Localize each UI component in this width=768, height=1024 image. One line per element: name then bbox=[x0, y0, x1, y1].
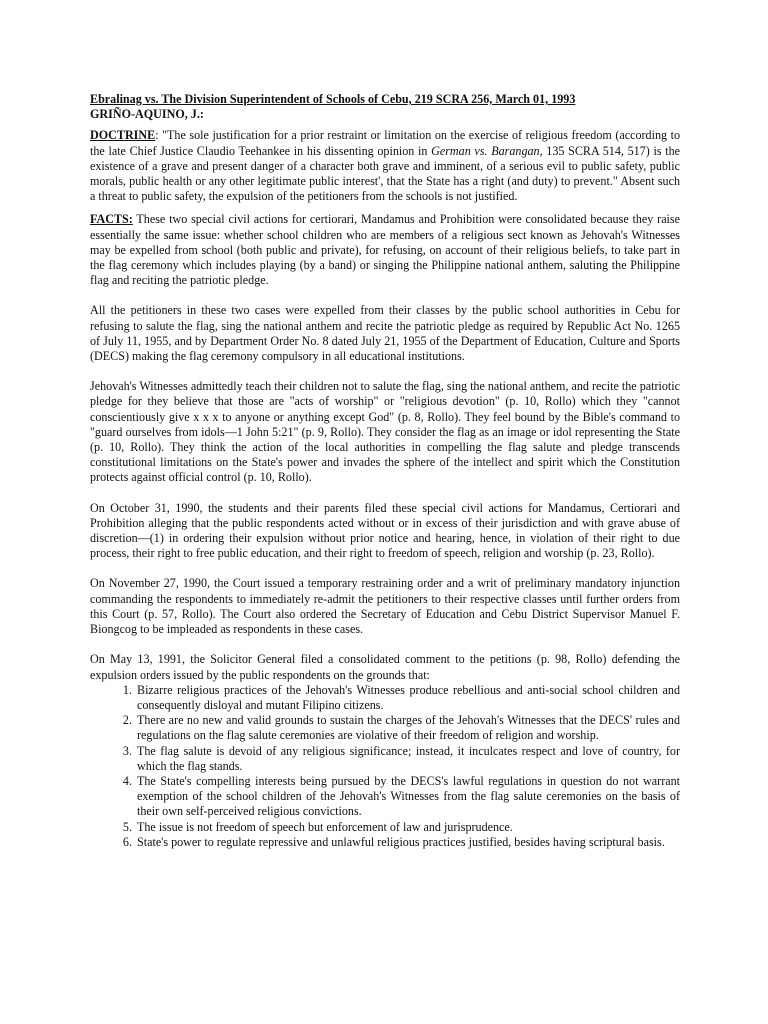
document-page bbox=[90, 92, 680, 850]
facts-label: FACTS: bbox=[90, 212, 133, 227]
body-paragraph-4: On November 27, 1990, the Court issued a temporary restraining order and a writ of preliminary mandatory injunction commanding the respondents to immediately re-admit the petitioners to their respective classes until further orders from this Court (p. 57, Rollo). The Court also ordered the Secretary of Education and Cebu District Supervisor Manuel F. Biongcog to be impleaded as respondents in these cases. bbox=[90, 576, 680, 637]
doctrine-label: DOCTRINE bbox=[90, 128, 156, 143]
grounds-list-item: 5. The issue is not freedom of speech but enforcement of law and jurisprudence. bbox=[135, 820, 680, 835]
grounds-list-item: 6. State's power to regulate repressive and unlawful religious practices justified, besides having scriptural basis. bbox=[135, 835, 680, 850]
grounds-list bbox=[90, 683, 680, 850]
doctrine-text-b: 135 SCRA 514, 517) is the existence of a grave and present danger of a character both grave and imminent, of a serious evil to public safety, public morals, public health or any other legitimate public interest', that the State has a right (and duty) to prevent." Absent such a threat to public safety, the expulsion of the petitioners from the schools is not justified. bbox=[90, 143, 680, 204]
grounds-list-item: 2. There are no new and valid grounds to sustain the charges of the Jehovah's Witnesses that the DECS' rules and regulations on the flag salute ceremonies are violative of their freedom of religion and worship. bbox=[135, 713, 680, 743]
grounds-list-item: 3. The flag salute is devoid of any religious significance; instead, it inculcates respect and love of country, for which the flag stands. bbox=[135, 744, 680, 774]
case-author: GRIÑO-AQUINO, J.: bbox=[90, 107, 204, 122]
body-paragraph-1: All the petitioners in these two cases were expelled from their classes by the public school authorities in Cebu for refusing to salute the flag, sing the national anthem and recite the patriotic pledge as required by Republic Act No. 1265 of July 11, 1955, and by Department Order No. 8 dated July 21, 1955 of the Department of Education, Culture and Sports (DECS) making the flag ceremony compulsory in all educational institutions. bbox=[90, 303, 680, 364]
case-title: Ebralinag vs. The Division Superintendent of Schools of Cebu, 219 SCRA 256, March 01, 1993 bbox=[90, 92, 576, 106]
body-paragraph-3: On October 31, 1990, the students and their parents filed these special civil actions for Mandamus, Certiorari and Prohibition alleging that the public respondents acted without or in excess of their jurisdiction and with grave abuse of discretion—(1) in ordering their expulsion without prior notice and hearing, hence, in violation of their right to due process, their right to free public education, and their right to freedom of speech, religion and worship (p. 23, Rollo). bbox=[90, 500, 680, 561]
grounds-list-item: 4. The State's compelling interests being pursued by the DECS's lawful regulations in question do not warrant exemption of the school children of the Jehovah's Witnesses from the flag salute ceremonies on the basis of their own self-perceived religious convictions. bbox=[135, 774, 680, 820]
doctrine-paragraph bbox=[90, 128, 680, 204]
doctrine-case-ref: German vs. Barangan, bbox=[431, 143, 543, 158]
facts-paragraph bbox=[90, 212, 680, 288]
body-paragraph-5: On May 13, 1991, the Solicitor General filed a consolidated comment to the petitions (p. 98, Rollo) defending the expulsion orders issued by the public respondents on the grounds that: bbox=[90, 652, 680, 682]
facts-text: These two special civil actions for certiorari, Mandamus and Prohibition were consolidated because they raise essentially the same issue: whether school children who are members of a religious sect known as Jehovah's Witnesses may be expelled from school (both public and private), for refusing, on account of their religious beliefs, to take part in the flag ceremony which includes playing (by a band) or singing the Philippine national anthem, saluting the Philippine flag and reciting the patriotic pledge. bbox=[90, 212, 680, 288]
doctrine-text-a: : "The sole justification for a prior restraint or limitation on the exercise of religious freedom (according to the late Chief Justice Claudio Teehankee in his dissenting opinion in bbox=[90, 128, 680, 158]
grounds-list-item: 1. Bizarre religious practices of the Jehovah's Witnesses produce rebellious and anti-social school children and consequently disloyal and mutant Filipino citizens. bbox=[135, 683, 680, 713]
body-paragraph-2: Jehovah's Witnesses admittedly teach their children not to salute the flag, sing the national anthem, and recite the patriotic pledge for they believe that those are "acts of worship" or "religious devotion" (p. 10, Rollo) which they "cannot conscientiously give x x x to anyone or anything except God" (p. 8, Rollo). They feel bound by the Bible's command to "guard ourselves from idols—1 John 5:21" (p. 9, Rollo). They consider the flag as an image or idol representing the State (p. 10, Rollo). They think the action of the local authorities in compelling the flag salute and pledge transcends constitutional limitations on the State's power and invades the sphere of the intellect and spirit which the Constitution protects against official control (p. 10, Rollo). bbox=[90, 379, 680, 485]
